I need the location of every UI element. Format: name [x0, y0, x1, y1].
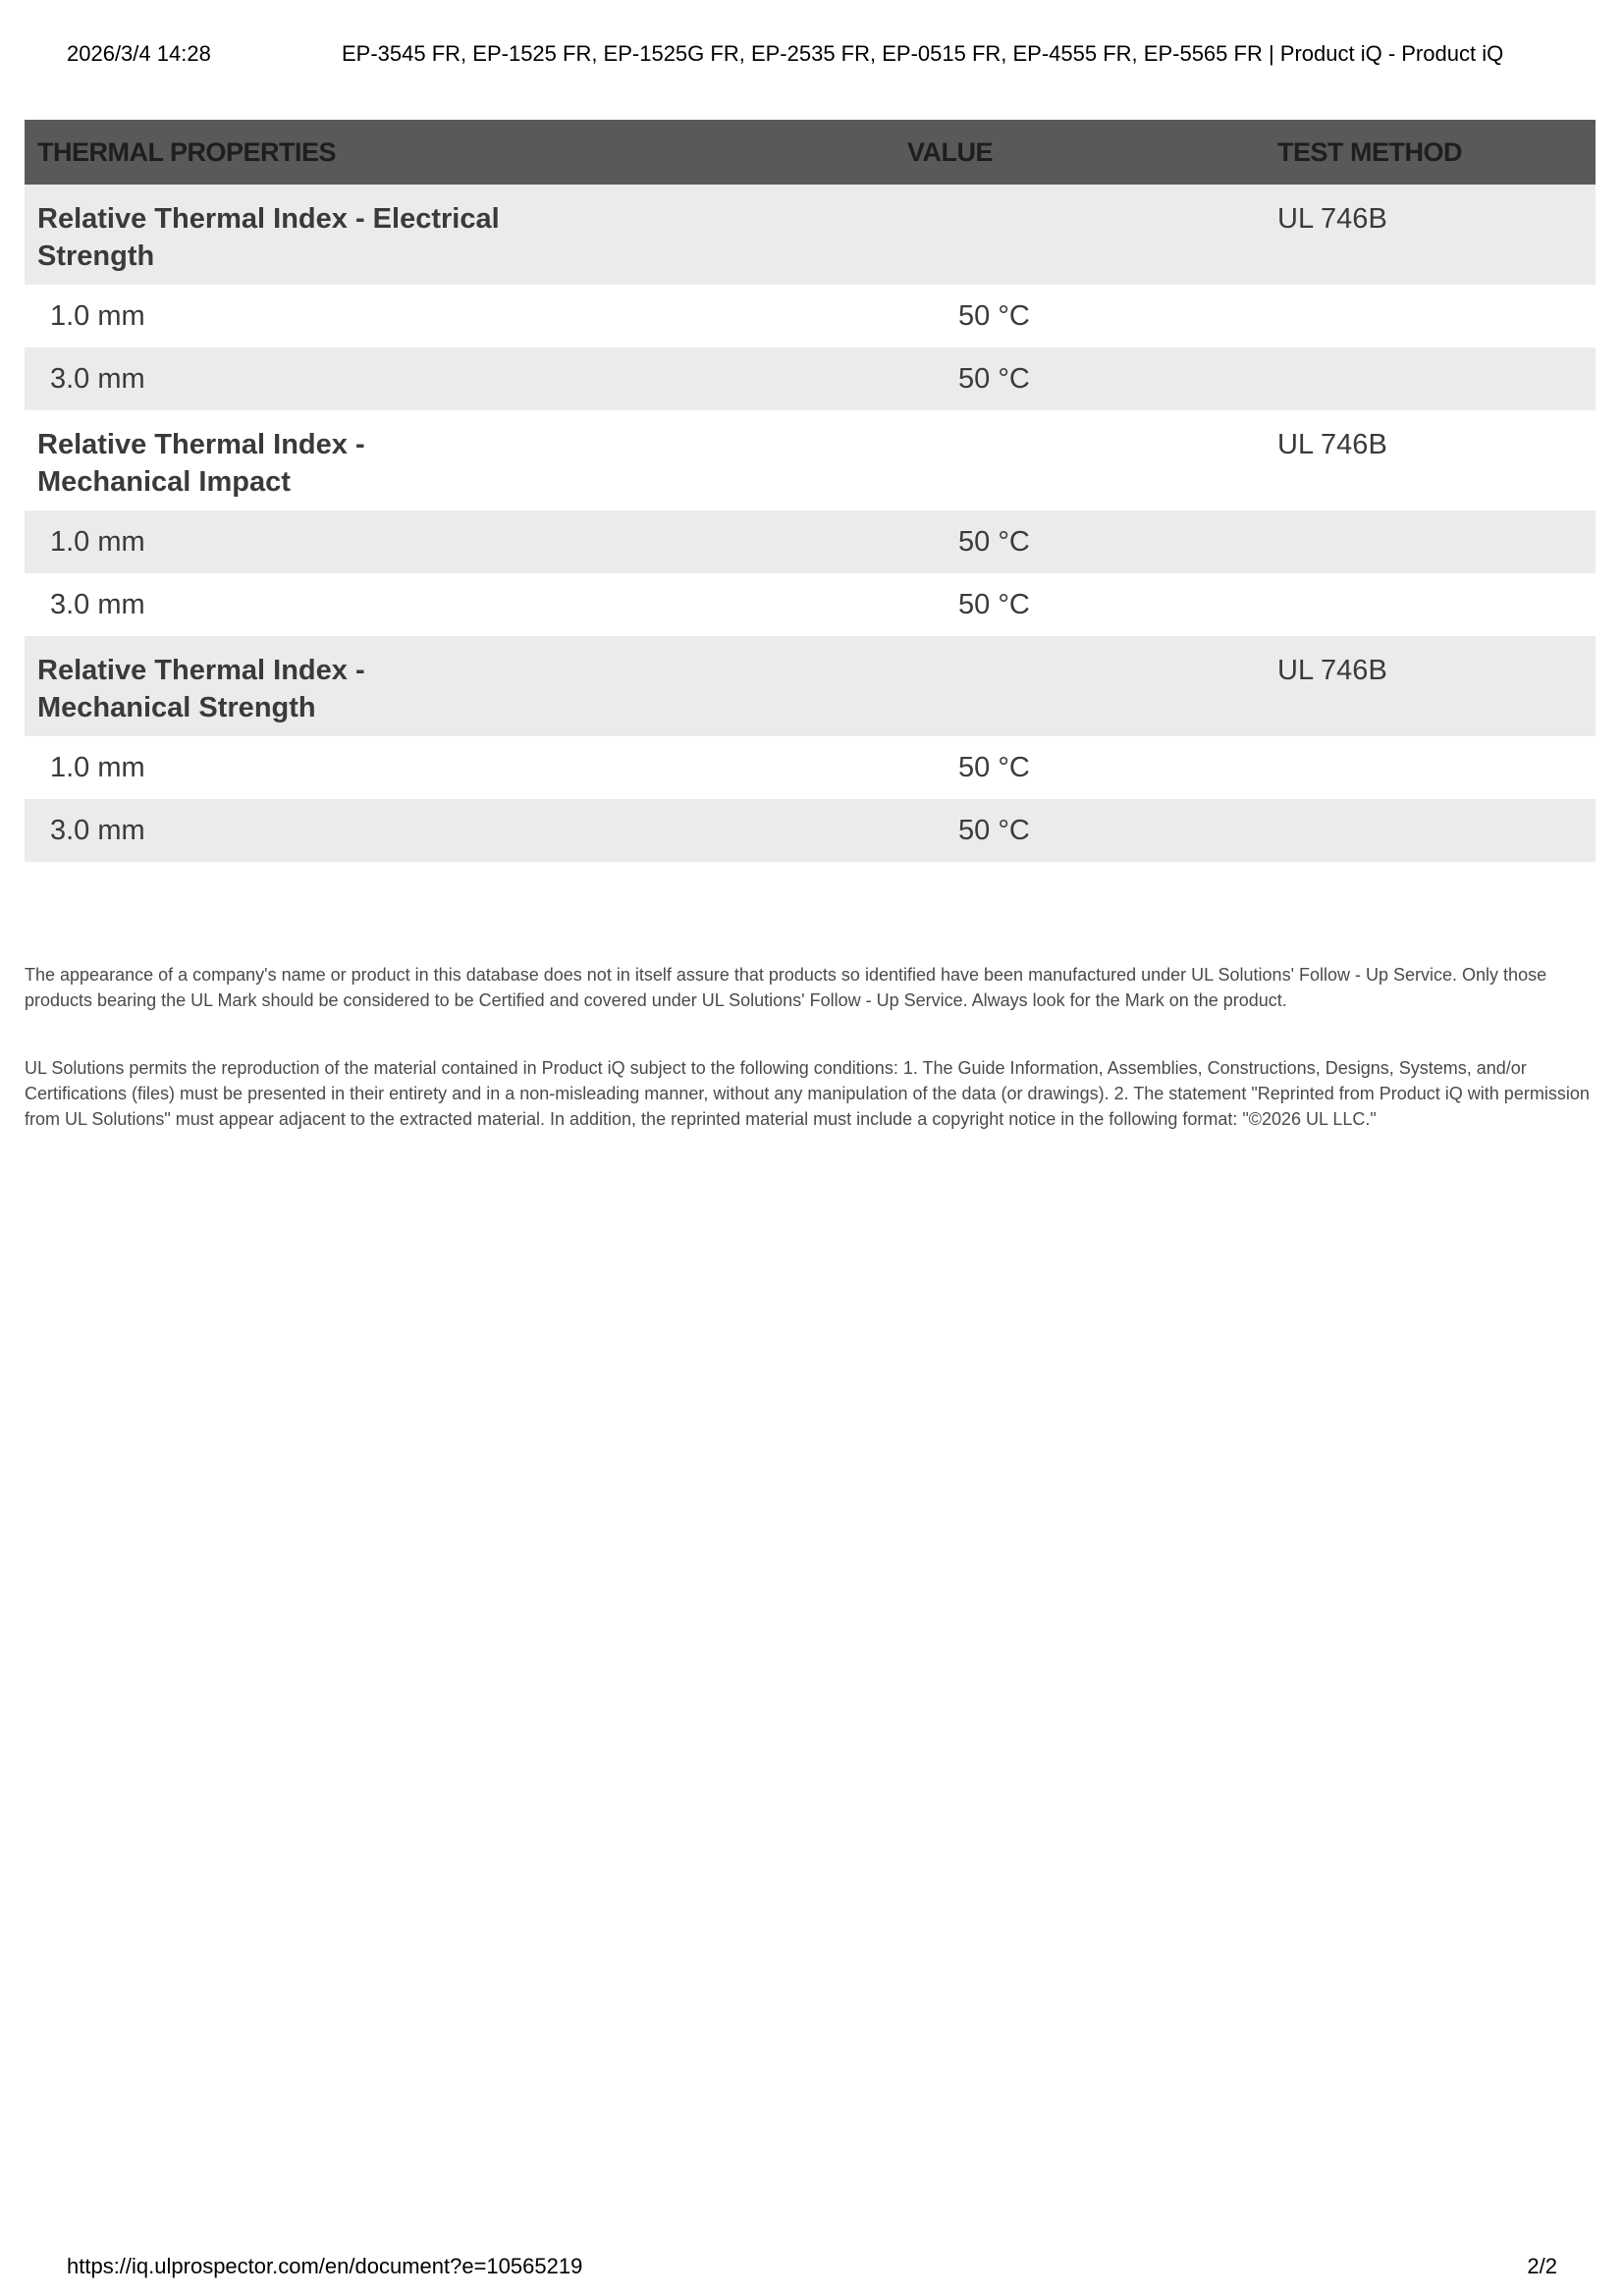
thermal-value: 50 °C [868, 285, 1265, 347]
thermal-value: 50 °C [868, 347, 1265, 410]
table-row [25, 285, 1596, 347]
thickness-label: 1.0 mm [25, 736, 868, 799]
property-name: Relative Thermal Index - Electrical Strength [25, 185, 868, 285]
thickness-label: 1.0 mm [25, 510, 868, 573]
test-method-empty [1265, 736, 1596, 799]
page-number: 2/2 [1527, 2254, 1557, 2278]
column-header-value: VALUE [868, 120, 1265, 185]
table-row [25, 347, 1596, 410]
property-group-row [25, 410, 1596, 510]
thermal-value: 50 °C [868, 736, 1265, 799]
test-method-empty [1265, 347, 1596, 410]
test-method: UL 746B [1265, 185, 1596, 285]
print-header [67, 41, 1557, 71]
test-method-empty [1265, 573, 1596, 636]
disclaimer-reproduction: UL Solutions permits the reproduction of the material contained in Product iQ subject to the following conditions: 1. The Guide Information, Assemblies, Constructions, Designs, Systems, and/or Certifications (files) must be presented in their entirety and in a non-misleading manner, without any manipulation of the data (or drawings). 2. The statement "Reprinted from Product iQ with permission from UL Solutions" must appear adjacent to the extracted material. In addition, the reprinted material must include a copyright notice in the following format: "©2026 UL LLC." [25, 1058, 1590, 1129]
test-method: UL 746B [1265, 636, 1596, 736]
thickness-label: 3.0 mm [25, 799, 868, 862]
table-header-row [25, 120, 1596, 185]
print-datetime: 2026/3/4 14:28 [67, 41, 211, 66]
test-method-empty [1265, 510, 1596, 573]
thermal-value: 50 °C [868, 573, 1265, 636]
column-header-method: TEST METHOD [1265, 120, 1596, 185]
thickness-label: 3.0 mm [25, 573, 868, 636]
test-method-empty [1265, 799, 1596, 862]
thermal-value: 50 °C [868, 510, 1265, 573]
table-row [25, 799, 1596, 862]
table-row [25, 736, 1596, 799]
table-row [25, 510, 1596, 573]
property-name: Relative Thermal Index - Mechanical Impact [25, 410, 868, 510]
test-method: UL 746B [1265, 410, 1596, 510]
disclaimer-certification: The appearance of a company's name or product in this database does not in itself assure that products so identified have been manufactured under UL Solutions' Follow - Up Service. Only those products bearing the UL Mark should be considered to be Certified and covered under UL Solutions' Follow - Up Service. Always look for the Mark on the product. [25, 965, 1547, 1010]
print-page-title: EP-3545 FR, EP-1525 FR, EP-1525G FR, EP-2535 FR, EP-0515 FR, EP-4555 FR, EP-5565 FR | Product iQ - Product iQ [342, 41, 1504, 66]
column-header-property: THERMAL PROPERTIES [25, 120, 868, 185]
thermal-properties-table [25, 120, 1596, 862]
thickness-label: 1.0 mm [25, 285, 868, 347]
property-group-row [25, 636, 1596, 736]
thickness-label: 3.0 mm [25, 347, 868, 410]
test-method-empty [1265, 285, 1596, 347]
table-row [25, 573, 1596, 636]
property-value-empty [868, 410, 1265, 510]
property-value-empty [868, 636, 1265, 736]
property-value-empty [868, 185, 1265, 285]
property-group-row [25, 185, 1596, 285]
property-name: Relative Thermal Index - Mechanical Strength [25, 636, 868, 736]
thermal-value: 50 °C [868, 799, 1265, 862]
document-url: https://iq.ulprospector.com/en/document?e=10565219 [67, 2254, 583, 2278]
